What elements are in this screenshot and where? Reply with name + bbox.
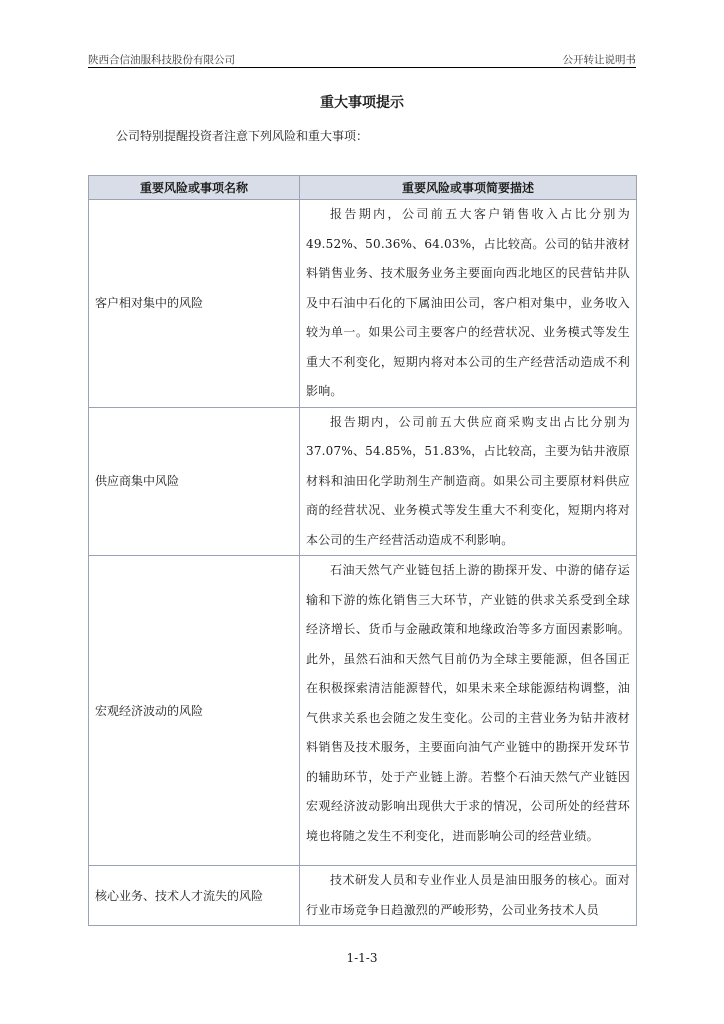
table-row [89,200,637,408]
risk-name-cell: 宏观经济波动的风险 [89,556,300,866]
page-header [88,52,636,68]
risk-description-text: 技术研发人员和专业作业人员是油田服务的核心。面对行业市场竞争日趋激烈的严峻形势，公司业务技术人员 [306,873,630,917]
risk-description-cell [300,407,637,556]
risk-description-text: 石油天然气产业链包括上游的勘探开发、中游的储存运输和下游的炼化销售三大环节，产业链的供求关系受到全球经济增长、货币与金融政策和地缘政治等多方面因素影响。此外，虽然石油和天然气目前仍为全球主要能源，但各国正在积极探索清洁能源替代，如果未来全球能源结构调整，油气供求关系也会随之发生变化。公司的主营业务为钻井液材料销售及技术服务，主要面向油气产业链中的勘探开发环节的辅助环节，处于产业链上游。若整个石油天然气产业链因宏观经济波动影响出现供大于求的情况，公司所处的经营环境也将随之发生不利变化，进而影响公司的经营业绩。 [306,563,630,843]
risk-table [88,175,637,926]
table-row [89,556,637,866]
column-header-risk-description: 重要风险或事项简要描述 [300,176,637,200]
page-title: 重大事项提示 [320,95,404,111]
header-document-type: 公开转让说明书 [562,54,636,66]
table-header-row [89,176,637,200]
page-number: 1-1-3 [346,951,378,965]
risk-description-cell [300,866,637,926]
risk-description-cell [300,556,637,866]
risk-name-cell: 供应商集中风险 [89,407,300,556]
intro-text: 公司特别提醒投资者注意下列风险和重大事项： [116,129,369,143]
column-header-risk-name: 重要风险或事项名称 [89,176,300,200]
risk-description-text: 报告期内，公司前五大供应商采购支出占比分别为37.07%、54.85%，51.83%，占比较高，主要为钻井液原材料和油田化学助剂生产制造商。如果公司主要原材料供应商的经营状况、业务模式等发生重大不利变化，短期内将对本公司的生产经营活动造成不利影响。 [306,414,630,547]
risk-name-cell: 核心业务、技术人才流失的风险 [89,866,300,926]
risk-description-cell [300,200,637,408]
risk-description-text: 报告期内，公司前五大客户销售收入占比分别为49.52%、50.36%、64.03%，占比较高。公司的钻井液材料销售业务、技术服务业务主要面向西北地区的民营钻井队及中石油中石化的下属油田公司，客户相对集中，业务收入较为单一。如果公司主要客户的经营状况、业务模式等发生重大不利变化，短期内将对本公司的生产经营活动造成不利影响。 [306,207,630,398]
header-divider [88,67,636,68]
header-company-name: 陕西合信油服科技股份有限公司 [88,54,235,66]
table-row [89,866,637,926]
table-row [89,407,637,556]
risk-name-cell: 客户相对集中的风险 [89,200,300,408]
